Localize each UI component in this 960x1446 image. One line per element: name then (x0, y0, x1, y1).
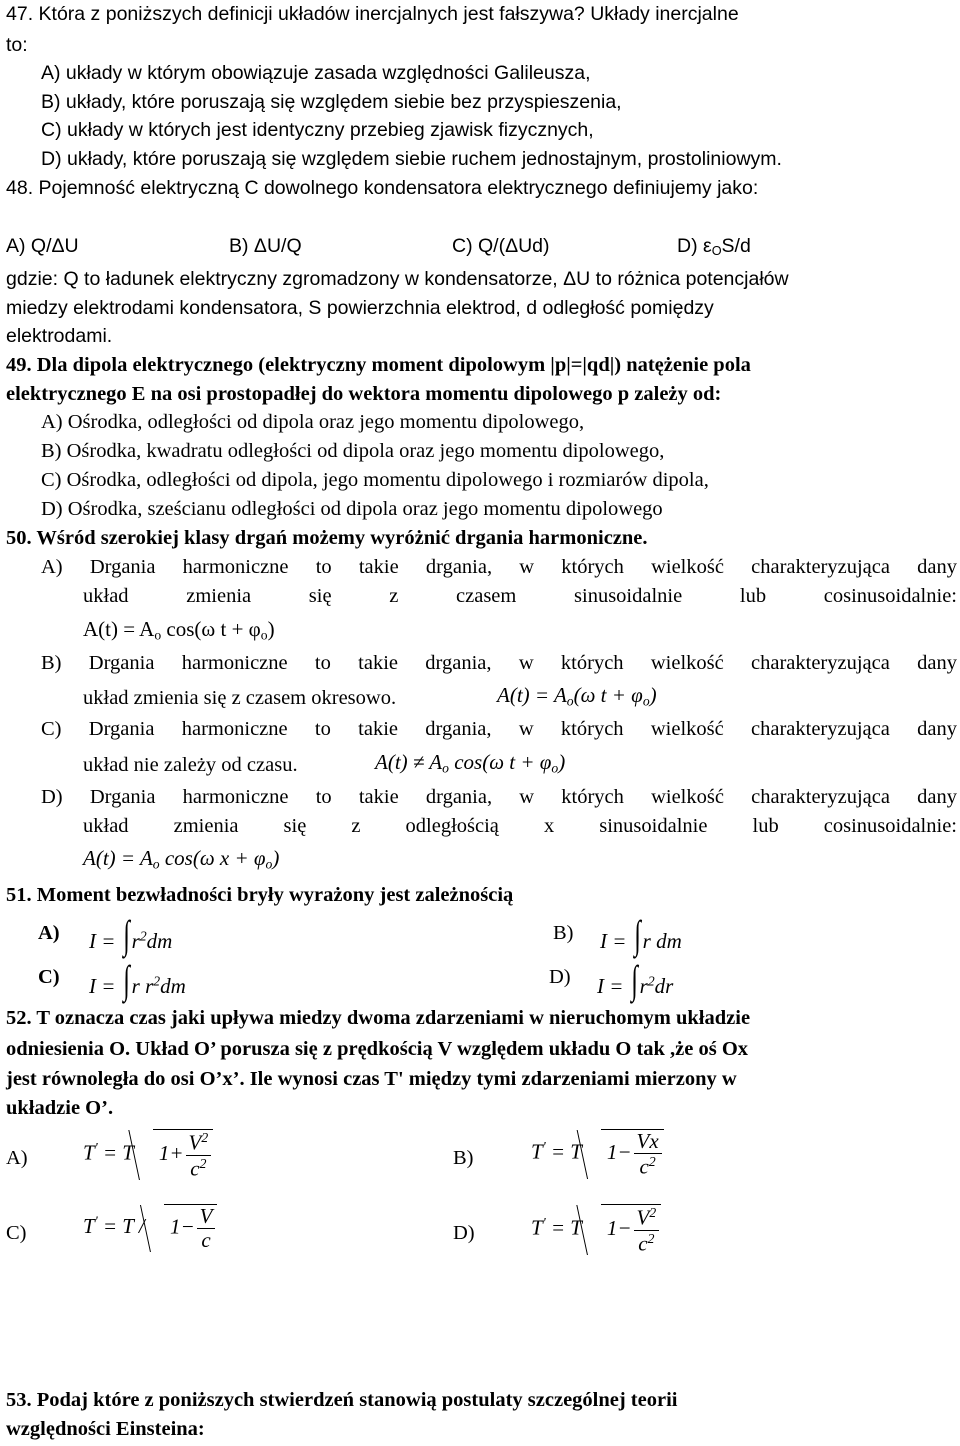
q50-c-formula: $A(t) \ne A_o$ cos(ω $t + \varphi_o$) (375, 750, 566, 776)
q49-option-b: B) Ośrodka, kwadratu odległości od dipola oraz jego momentu dipolowego, (41, 440, 665, 462)
q51-option-a-label: A) (38, 922, 60, 944)
q48-option-d: D) $\varepsilon_OS/d$ (677, 235, 751, 259)
q52-line2: odniesienia O. Układ O’ porusza się z prędkością V względem układu O tak ,że oś Ox (6, 1038, 749, 1060)
q51-option-b-formula: I = ∫ r dm (600, 912, 682, 957)
q50-d-line1: D) Drgania harmoniczne to takie drgania, w których wielkość charakteryzująca dany (41, 786, 957, 808)
q51-title: 51. Moment bezwładności bryły wyrażony jest zależnością (6, 884, 514, 906)
q48-title: 48. Pojemność elektryczną C dowolnego kondensatora elektrycznego definiujemy jako: (6, 177, 759, 199)
q52-option-c-label: C) (6, 1222, 27, 1244)
q52-line3: jest równoległa do osi O’x’. Ile wynosi czas T' między tymi zdarzeniami mierzony w (6, 1068, 737, 1090)
q52-line4: układzie O’. (6, 1097, 114, 1119)
q47-option-b: B) układy, które poruszają się względem siebie bez przyspieszenia, (41, 91, 622, 113)
q50-a-line2: układ zmienia się z czasem sinusoidalnie lub cosinusoidalnie: (83, 585, 957, 607)
q50-b-line2: układ zmienia się z czasem okresowo. (83, 687, 397, 709)
q47-option-a: A) układy w którym obowiązuje zasada względności Galileusza, (41, 62, 591, 84)
q51-option-a-formula: I = ∫ $r^2dm$ (89, 912, 173, 957)
q52-option-b-formula: T' = T 1− $\frac{Vx}{c^2}$ (531, 1129, 664, 1179)
q52-option-c-formula: T' = T / 1− $\frac{V}{c}$ (83, 1204, 217, 1252)
integral-icon: ∫ (633, 912, 641, 957)
q53-line1: 53. Podaj które z poniższych stwierdzeń stanowią postulaty szczególnej teorii (6, 1389, 678, 1411)
q48-option-a: A) Q/ΔU (6, 235, 79, 257)
q50-b-line1: B) Drgania harmoniczne to takie drgania, w których wielkość charakteryzująca dany (41, 652, 957, 674)
q52-option-a-label: A) (6, 1147, 28, 1169)
q51-option-c-formula: I = ∫ r $r^2dm$ (89, 957, 186, 1002)
q50-a-formula: $A(t) = A_o$ cos(ω $t + \varphi_o$) (83, 617, 275, 643)
integral-icon: ∫ (630, 957, 638, 1002)
q48-note-line3: elektrodami. (6, 325, 113, 347)
q52-option-a-formula: T' = T 1+ $\frac{V^2}{c^2}$ (83, 1129, 213, 1180)
q49-line2: elektrycznego E na osi prostopadłej do wektora momentu dipolowego p zależy od: (6, 383, 722, 405)
q52-option-d-label: D) (453, 1222, 475, 1244)
q48-note-line1: gdzie: Q to ładunek elektryczny zgromadzony w kondensatorze, ΔU to różnica potencjałów (6, 268, 789, 290)
q48-note-line2: miedzy elektrodami kondensatora, S powierzchnia elektrod, d odległość pomiędzy (6, 297, 714, 319)
q52-option-b-label: B) (453, 1147, 474, 1169)
q49-line1: 49. Dla dipola elektrycznego (elektryczny moment dipolowym |p|=|qd|) natężenie pola (6, 354, 751, 376)
q50-title: 50. Wśród szerokiej klasy drgań możemy wyróżnić drgania harmoniczne. (6, 527, 648, 549)
q50-b-formula: $A(t) = A_o(\omega$ $t + \varphi_o$) (497, 683, 657, 709)
q47-line2: to: (6, 34, 28, 56)
q50-a-line1: A) Drgania harmoniczne to takie drgania, w których wielkość charakteryzująca dany (41, 556, 957, 578)
q48-option-c: C) Q/(ΔUd) (452, 235, 550, 257)
q49-option-a: A) Ośrodka, odległości od dipola oraz jego momentu dipolowego, (41, 411, 585, 433)
q51-option-b-label: B) (553, 922, 574, 944)
q53-line2: względności Einsteina: (6, 1418, 205, 1440)
q50-c-line2: układ nie zależy od czasu. (83, 754, 298, 776)
q47-option-c: C) układy w których jest identyczny przebieg zjawisk fizycznych, (41, 119, 594, 141)
q51-option-d-formula: I = ∫ $r^2dr$ (597, 957, 674, 1002)
q52-option-d-formula: T' = T 1− $\frac{V^2}{c^2}$ (531, 1204, 661, 1255)
q47-option-d: D) układy, które poruszają się względem siebie ruchem jednostajnym, prostoliniowym. (41, 148, 782, 170)
q49-option-c: C) Ośrodka, odległości od dipola, jego momentu dipolowego i rozmiarów dipola, (41, 469, 709, 491)
integral-icon: ∫ (122, 957, 130, 1002)
q52-line1: 52. T oznacza czas jaki upływa miedzy dwoma zdarzeniami w nieruchomym układzie (6, 1007, 751, 1029)
q50-d-line2: układ zmienia się z odległością x sinusoidalnie lub cosinusoidalnie: (83, 815, 957, 837)
q50-d-formula: $A(t) = A_o$ cos(ω $x + \varphi_o$) (83, 846, 280, 872)
q50-c-line1: C) Drgania harmoniczne to takie drgania, w których wielkość charakteryzująca dany (41, 718, 957, 740)
q47-line1: 47. Która z poniższych definicji układów inercjalnych jest fałszywa? Układy inercjalne (6, 3, 739, 25)
q49-option-d: D) Ośrodka, sześcianu odległości od dipola oraz jego momentu dipolowego (41, 498, 663, 520)
q51-option-c-label: C) (38, 966, 60, 988)
q51-option-d-label: D) (549, 966, 571, 988)
q48-option-b: B) ΔU/Q (229, 235, 302, 257)
integral-icon: ∫ (122, 912, 130, 957)
